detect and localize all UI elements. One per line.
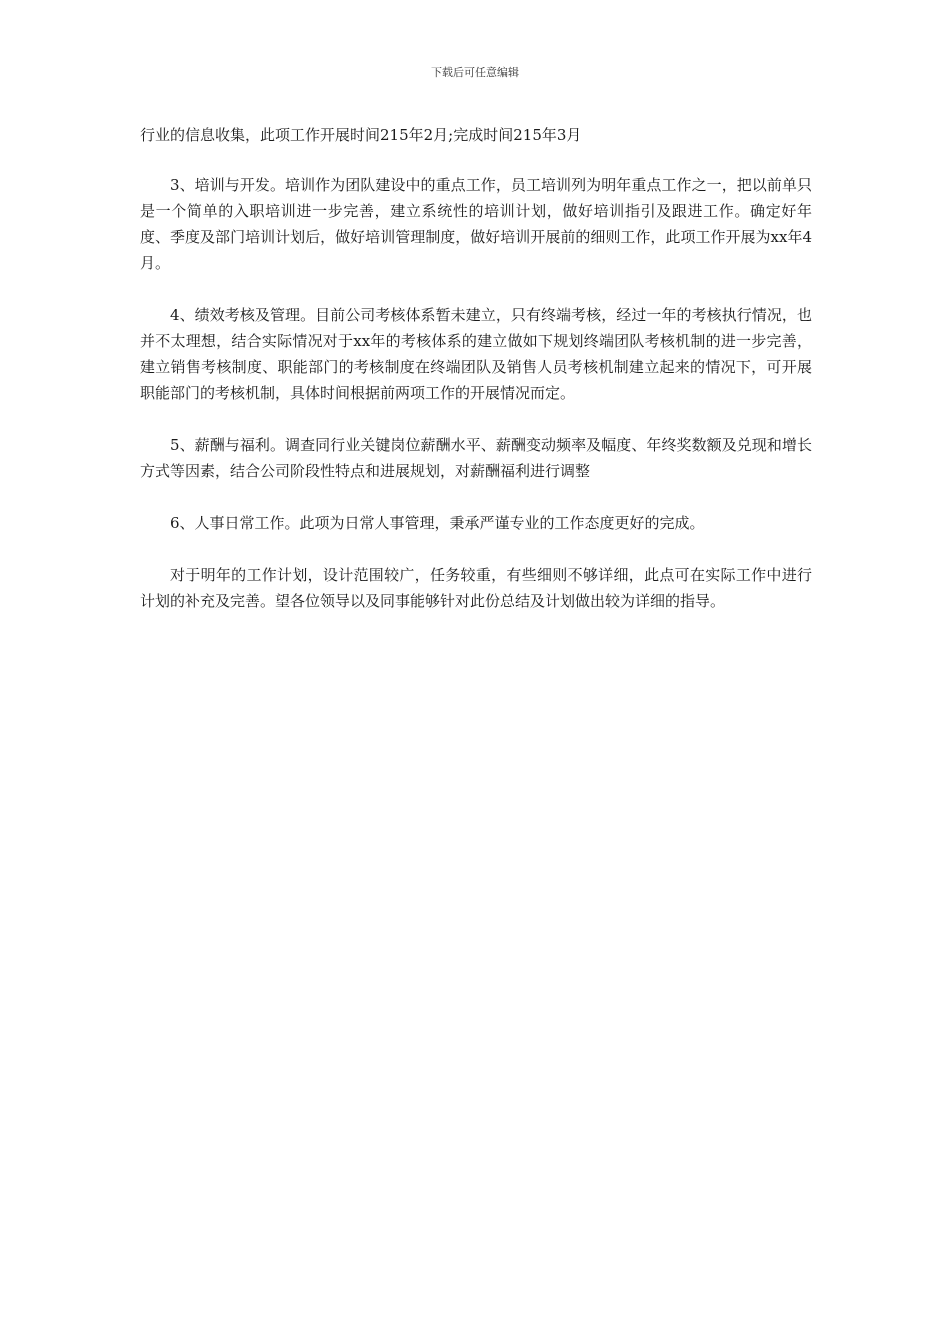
paragraph-daily-work: 6、人事日常工作。此项为日常人事管理，秉承严谨专业的工作态度更好的完成。 (170, 514, 705, 532)
paragraph-conclusion: 对于明年的工作计划，设计范围较广，任务较重，有些细则不够详细，此点可在实际工作中进行计划的补充及完善。望各位领导以及同事能够针对此份总结及计划做出较为详细的指导。 (140, 566, 812, 610)
paragraph-performance: 4、绩效考核及管理。目前公司考核体系暂未建立，只有终端考核，经过一年的考核执行情况，也并不太理想，结合实际情况对于xx年的考核体系的建立做如下规划终端团队考核机制的进一步完善，建立销售考核制度、职能部门的考核制度在终端团队及销售人员考核机制建立起来的情况下，可开展职能部门的考核机制，具体时间根据前两项工作的开展情况而定。 (140, 306, 812, 402)
document-body (140, 122, 812, 640)
paragraph-continuation: 行业的信息收集，此项工作开展时间215年2月;完成时间215年3月 (140, 126, 582, 144)
page-header-note: 下载后可任意编辑 (431, 66, 519, 79)
paragraph-training: 3、培训与开发。培训作为团队建设中的重点工作，员工培训列为明年重点工作之一，把以前单只是一个简单的入职培训进一步完善，建立系统性的培训计划，做好培训指引及跟进工作。确定好年度、季度及部门培训计划后，做好培训管理制度，做好培训开展前的细则工作，此项工作开展为xx年4月。 (140, 176, 812, 272)
paragraph-compensation: 5、薪酬与福利。调查同行业关键岗位薪酬水平、薪酬变动频率及幅度、年终奖数额及兑现和增长方式等因素，结合公司阶段性特点和进展规划，对薪酬福利进行调整 (140, 436, 812, 480)
